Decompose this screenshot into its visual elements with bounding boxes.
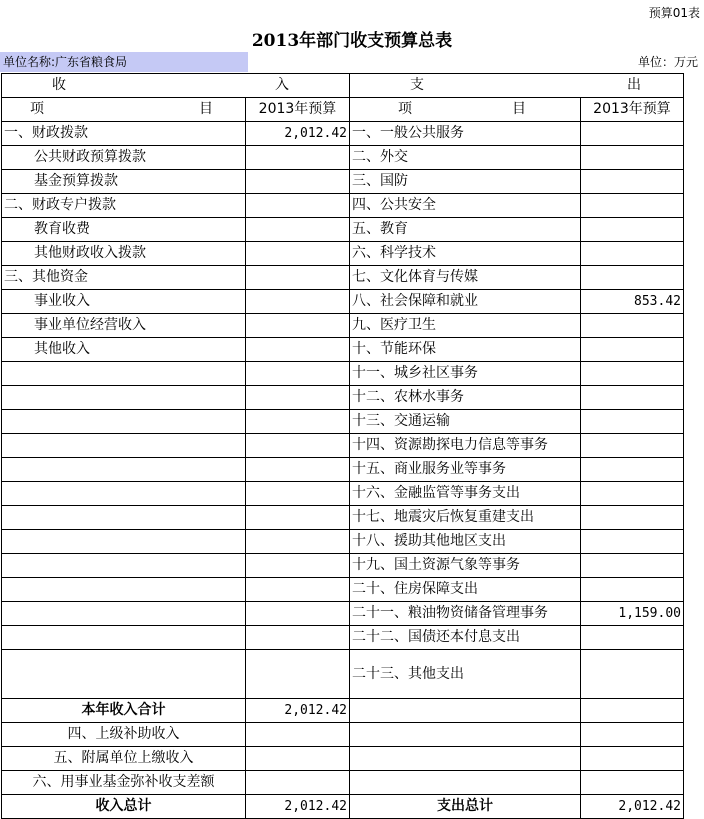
table-row [2,626,684,650]
income-value-cell[interactable] [246,386,350,410]
item-right-char: 目 [512,101,526,117]
table-row [2,506,684,530]
table-row [2,362,684,386]
expense-blank-value[interactable] [581,747,684,771]
income-value-cell[interactable] [246,410,350,434]
table-row [2,122,684,146]
income-value-cell[interactable] [246,362,350,386]
expense-value-cell[interactable] [581,122,684,146]
table-row [2,338,684,362]
expense-right-char: 出 [627,77,641,93]
expense-value-cell[interactable] [581,194,684,218]
expense-value-cell[interactable] [581,266,684,290]
table-row [2,194,684,218]
table-row [2,242,684,266]
expense-value-cell[interactable] [581,338,684,362]
table-row [2,482,684,506]
income-value-cell[interactable] [246,506,350,530]
expense-total-label[interactable]: 支出总计 [350,795,581,819]
summary-row [2,747,684,771]
expense-section-header [350,74,684,98]
expense-item-cell[interactable]: 二、外交 [350,146,581,170]
income-item-cell[interactable] [2,602,246,626]
header-row-section [2,74,684,98]
expense-blank-cell[interactable] [350,699,581,723]
income-item-cell[interactable]: 一、财政拨款 [2,122,246,146]
income-item-cell[interactable] [2,650,246,699]
table-row [2,458,684,482]
item-left-char: 项 [30,101,44,117]
expense-value-cell[interactable] [581,530,684,554]
income-value-cell[interactable] [246,434,350,458]
affiliated-income-label[interactable]: 五、附属单位上缴收入 [2,747,246,771]
income-item-cell[interactable] [2,362,246,386]
income-item-cell[interactable] [2,458,246,482]
expense-value-cell[interactable] [581,434,684,458]
summary-row [2,771,684,795]
income-budget-header: 2013年预算 [246,98,350,122]
unit-name-cell[interactable]: 单位名称:广东省粮食局 [0,52,248,72]
income-value-cell[interactable] [246,242,350,266]
expense-value-cell[interactable] [581,506,684,530]
item-right-char: 目 [199,101,213,117]
budget-table [1,73,684,819]
table-row [2,650,684,699]
table-row [2,146,684,170]
form-number: 预算01表 [648,6,700,20]
table-row [2,578,684,602]
expense-item-cell[interactable]: 十五、商业服务业等事务 [350,458,581,482]
income-value-cell[interactable] [246,194,350,218]
income-value-cell[interactable] [246,338,350,362]
expense-value-cell[interactable] [581,578,684,602]
expense-left-char: 支 [410,77,424,93]
income-right-char: 入 [275,77,289,93]
table-row [2,314,684,338]
income-value-cell[interactable] [246,314,350,338]
table-row [2,266,684,290]
table-row [2,410,684,434]
income-item-cell[interactable] [2,578,246,602]
table-row [2,530,684,554]
income-item-cell[interactable]: 事业收入 [2,290,246,314]
income-item-cell[interactable]: 公共财政预算拨款 [2,146,246,170]
expense-item-cell[interactable]: 十九、国土资源气象等事务 [350,554,581,578]
expense-blank-value[interactable] [581,699,684,723]
expense-total-value[interactable]: 2,012.42 [581,795,684,819]
income-value-cell[interactable] [246,218,350,242]
income-value-cell[interactable] [246,602,350,626]
expense-value-cell[interactable] [581,362,684,386]
year-income-total-label[interactable]: 本年收入合计 [2,699,246,723]
expense-value-cell[interactable]: 1,159.00 [581,602,684,626]
expense-item-cell[interactable]: 二十、住房保障支出 [350,578,581,602]
income-item-cell[interactable] [2,506,246,530]
summary-row [2,699,684,723]
income-item-cell[interactable]: 事业单位经营收入 [2,314,246,338]
page-title: 2013年部门收支预算总表 [251,31,453,51]
expense-value-cell[interactable]: 853.42 [581,290,684,314]
expense-item-cell[interactable]: 十七、地震灾后恢复重建支出 [350,506,581,530]
fund-value[interactable] [246,771,350,795]
expense-item-cell[interactable]: 十二、农林水事务 [350,386,581,410]
income-item-cell[interactable] [2,386,246,410]
income-value-cell[interactable]: 2,012.42 [246,122,350,146]
expense-budget-header: 2013年预算 [581,98,684,122]
expense-value-cell[interactable] [581,242,684,266]
income-item-cell[interactable]: 其他财政收入拨款 [2,242,246,266]
income-value-cell[interactable] [246,554,350,578]
expense-item-cell[interactable]: 二十一、粮油物资储备管理事务 [350,602,581,626]
superior-subsidy-label[interactable]: 四、上级补助收入 [2,723,246,747]
income-value-cell[interactable] [246,626,350,650]
expense-value-cell[interactable] [581,386,684,410]
expense-item-cell[interactable]: 二十三、其他支出 [350,650,581,699]
income-value-cell[interactable] [246,170,350,194]
expense-item-cell[interactable]: 十三、交通运输 [350,410,581,434]
income-item-cell[interactable] [2,410,246,434]
income-item-cell[interactable]: 基金预算拨款 [2,170,246,194]
income-item-cell[interactable] [2,626,246,650]
fund-label[interactable]: 六、用事业基金弥补收支差额 [2,771,246,795]
expense-item-cell[interactable]: 十一、城乡社区事务 [350,362,581,386]
expense-value-cell[interactable] [581,170,684,194]
table-row [2,218,684,242]
table-row [2,434,684,458]
expense-blank-value[interactable] [581,723,684,747]
income-item-cell[interactable] [2,554,246,578]
income-item-cell[interactable]: 二、财政专户拨款 [2,194,246,218]
expense-blank-value[interactable] [581,771,684,795]
expense-item-cell[interactable]: 十八、援助其他地区支出 [350,530,581,554]
income-value-cell[interactable] [246,482,350,506]
income-section-header [2,74,350,98]
expense-value-cell[interactable] [581,314,684,338]
income-value-cell[interactable] [246,146,350,170]
year-income-total-value[interactable]: 2,012.42 [246,699,350,723]
expense-item-cell[interactable]: 七、文化体育与传媒 [350,266,581,290]
table-row [2,170,684,194]
expense-item-cell[interactable]: 一、一般公共服务 [350,122,581,146]
currency-unit: 单位：万元 [637,55,698,69]
expense-item-cell[interactable]: 二十二、国债还本付息支出 [350,626,581,650]
expense-item-cell[interactable]: 五、教育 [350,218,581,242]
expense-item-cell[interactable]: 十、节能环保 [350,338,581,362]
income-left-char: 收 [52,77,66,93]
income-total-label[interactable]: 收入总计 [2,795,246,819]
expense-blank-cell[interactable] [350,747,581,771]
expense-value-cell[interactable] [581,410,684,434]
expense-item-cell[interactable]: 十四、资源勘探电力信息等事务 [350,434,581,458]
income-total-value[interactable]: 2,012.42 [246,795,350,819]
superior-subsidy-value[interactable] [246,723,350,747]
expense-value-cell[interactable] [581,626,684,650]
expense-item-cell[interactable]: 九、医疗卫生 [350,314,581,338]
expense-value-cell[interactable] [581,554,684,578]
table-row [2,290,684,314]
income-item-cell[interactable]: 其他收入 [2,338,246,362]
expense-item-cell[interactable]: 四、公共安全 [350,194,581,218]
expense-blank-cell[interactable] [350,771,581,795]
income-item-cell[interactable]: 三、其他资金 [2,266,246,290]
income-item-cell[interactable]: 教育收费 [2,218,246,242]
table-row [2,386,684,410]
income-item-cell[interactable] [2,530,246,554]
affiliated-income-value[interactable] [246,747,350,771]
expense-item-cell[interactable]: 六、科学技术 [350,242,581,266]
income-value-cell[interactable] [246,458,350,482]
summary-row [2,723,684,747]
item-left-char: 项 [398,101,412,117]
summary-row [2,795,684,819]
income-item-header [2,98,246,122]
income-value-cell[interactable] [246,290,350,314]
expense-value-cell[interactable] [581,650,684,699]
expense-value-cell[interactable] [581,146,684,170]
expense-value-cell[interactable] [581,458,684,482]
expense-item-cell[interactable]: 八、社会保障和就业 [350,290,581,314]
income-item-cell[interactable] [2,434,246,458]
expense-item-cell[interactable]: 三、国防 [350,170,581,194]
table-row [2,602,684,626]
expense-value-cell[interactable] [581,482,684,506]
expense-item-header [350,98,581,122]
income-item-cell[interactable] [2,482,246,506]
expense-item-cell[interactable]: 十六、金融监管等事务支出 [350,482,581,506]
income-value-cell[interactable] [246,530,350,554]
income-value-cell[interactable] [246,578,350,602]
expense-value-cell[interactable] [581,218,684,242]
income-value-cell[interactable] [246,650,350,699]
expense-blank-cell[interactable] [350,723,581,747]
header-row-columns [2,98,684,122]
income-value-cell[interactable] [246,266,350,290]
table-row [2,554,684,578]
